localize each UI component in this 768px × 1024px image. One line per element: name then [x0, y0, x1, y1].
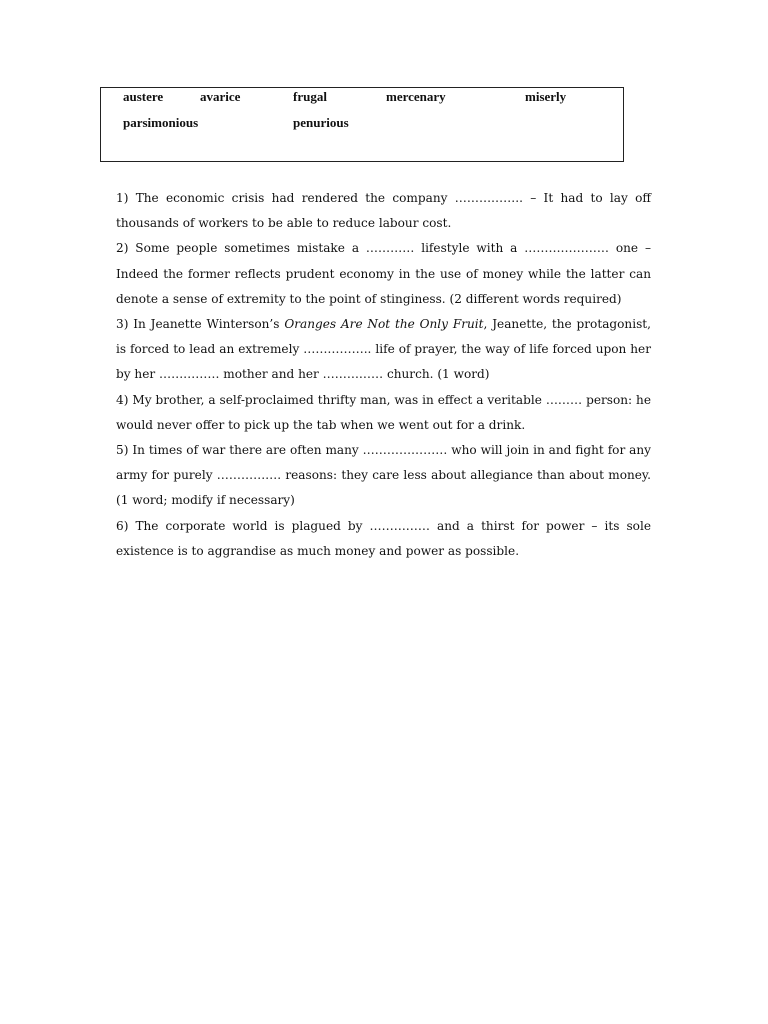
word-bank-word: parsimonious [123, 115, 199, 130]
book-title: Oranges Are Not the Only Fruit [284, 317, 484, 332]
exercise-item-5: 5) In times of war there are often many ………………… who will join in and fight for any army for purely ……………. reasons: they care less about allegiance than about money. (1 word; modify if necessary) [116, 443, 651, 508]
exercise-item-6: 6) The corporate world is plagued by …………… and a thirst for power – its sole existence is to aggrandise as much money and power as possible. [116, 518, 651, 558]
word-bank-word: frugal [293, 89, 327, 104]
word-bank-word: avarice [200, 89, 241, 104]
exercise-item-2: 2) Some people sometimes mistake a ………… lifestyle with a ………………… one – Indeed the former reflects prudent economy in the use of money while the latter can denote a sense of extremity to the point of stinginess. (2 different words required) [116, 241, 651, 306]
exercise-item-4: 4) My brother, a self-proclaimed thrifty man, was in effect a veritable ……… person: he would never offer to pick up the tab when we went out for a drink. [116, 392, 651, 432]
word-bank-word: austere [123, 89, 164, 104]
word-bank-word: miserly [525, 89, 567, 104]
item-3-text-before: 3) In Jeanette Winterson’s [116, 317, 285, 332]
word-bank-box [100, 87, 624, 162]
word-bank-word: penurious [293, 115, 349, 130]
exercise-item-3 [116, 312, 651, 388]
exercise-list [116, 186, 651, 564]
item-3-text-after: , Jeanette, the protagonist, is forced to lead an extremely …………….. life of prayer, the way of life forced upon her by her …………… mother and her …………… church. (1 word) [116, 317, 651, 382]
word-bank-word: mercenary [386, 89, 446, 104]
exercise-item-1: 1) The economic crisis had rendered the company …………….. – It had to lay off thousands of workers to be able to reduce labour cost. [116, 191, 651, 231]
